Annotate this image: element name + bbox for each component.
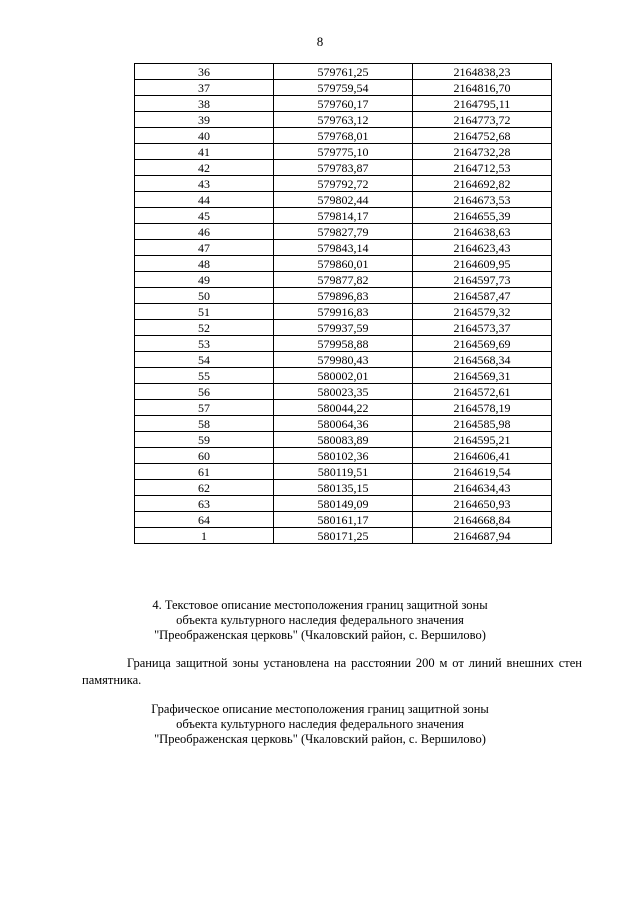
graphic-heading-line-3: "Преображенская церковь" (Чкаловский район, с. Вершилово) — [154, 732, 486, 746]
table-row — [135, 384, 552, 400]
boundary-paragraph-line-2: памятника. — [82, 673, 142, 687]
y-coordinate-cell: 2164609,95 — [413, 256, 552, 272]
point-number-cell: 40 — [135, 128, 274, 144]
x-coordinate-cell: 579761,25 — [274, 64, 413, 80]
y-coordinate-cell: 2164579,32 — [413, 304, 552, 320]
point-number-cell: 37 — [135, 80, 274, 96]
y-coordinate-cell: 2164638,63 — [413, 224, 552, 240]
point-number-cell: 38 — [135, 96, 274, 112]
table-row — [135, 240, 552, 256]
table-row — [135, 224, 552, 240]
x-coordinate-cell: 580064,36 — [274, 416, 413, 432]
table-row — [135, 128, 552, 144]
y-coordinate-cell: 2164595,21 — [413, 432, 552, 448]
y-coordinate-cell: 2164572,61 — [413, 384, 552, 400]
x-coordinate-cell: 580002,01 — [274, 368, 413, 384]
point-number-cell: 61 — [135, 464, 274, 480]
point-number-cell: 48 — [135, 256, 274, 272]
point-number-cell: 63 — [135, 496, 274, 512]
point-number-cell: 36 — [135, 64, 274, 80]
x-coordinate-cell: 579860,01 — [274, 256, 413, 272]
x-coordinate-cell: 579763,12 — [274, 112, 413, 128]
point-number-cell: 39 — [135, 112, 274, 128]
x-coordinate-cell: 579937,59 — [274, 320, 413, 336]
x-coordinate-cell: 579916,83 — [274, 304, 413, 320]
x-coordinate-cell: 580149,09 — [274, 496, 413, 512]
point-number-cell: 59 — [135, 432, 274, 448]
x-coordinate-cell: 579760,17 — [274, 96, 413, 112]
x-coordinate-cell: 579783,87 — [274, 160, 413, 176]
table-row — [135, 112, 552, 128]
boundary-paragraph-line-1: Граница защитной зоны установлена на расстоянии 200 м от линий внешних стен — [127, 656, 582, 670]
section-4-heading — [0, 598, 640, 643]
point-number-cell: 57 — [135, 400, 274, 416]
x-coordinate-cell: 579877,82 — [274, 272, 413, 288]
table-row — [135, 64, 552, 80]
x-coordinate-cell: 579792,72 — [274, 176, 413, 192]
y-coordinate-cell: 2164597,73 — [413, 272, 552, 288]
table-row — [135, 496, 552, 512]
table-row — [135, 304, 552, 320]
point-number-cell: 62 — [135, 480, 274, 496]
coordinates-table — [134, 63, 552, 544]
table-row — [135, 80, 552, 96]
y-coordinate-cell: 2164587,47 — [413, 288, 552, 304]
point-number-cell: 45 — [135, 208, 274, 224]
y-coordinate-cell: 2164578,19 — [413, 400, 552, 416]
y-coordinate-cell: 2164650,93 — [413, 496, 552, 512]
y-coordinate-cell: 2164712,53 — [413, 160, 552, 176]
section-4-heading-line-1: 4. Текстовое описание местоположения границ защитной зоны — [152, 598, 488, 612]
table-row — [135, 400, 552, 416]
y-coordinate-cell: 2164673,53 — [413, 192, 552, 208]
table-row — [135, 416, 552, 432]
y-coordinate-cell: 2164687,94 — [413, 528, 552, 544]
page-number: 8 — [316, 34, 324, 49]
boundary-paragraph — [82, 655, 582, 689]
table-row — [135, 464, 552, 480]
x-coordinate-cell: 580119,51 — [274, 464, 413, 480]
x-coordinate-cell: 579814,17 — [274, 208, 413, 224]
table-row — [135, 336, 552, 352]
table-row — [135, 368, 552, 384]
table-row — [135, 320, 552, 336]
point-number-cell: 49 — [135, 272, 274, 288]
table-row — [135, 352, 552, 368]
point-number-cell: 56 — [135, 384, 274, 400]
x-coordinate-cell: 579802,44 — [274, 192, 413, 208]
x-coordinate-cell: 580171,25 — [274, 528, 413, 544]
point-number-cell: 46 — [135, 224, 274, 240]
x-coordinate-cell: 579980,43 — [274, 352, 413, 368]
y-coordinate-cell: 2164606,41 — [413, 448, 552, 464]
x-coordinate-cell: 579768,01 — [274, 128, 413, 144]
point-number-cell: 50 — [135, 288, 274, 304]
y-coordinate-cell: 2164668,84 — [413, 512, 552, 528]
coordinates-table-body — [135, 64, 552, 544]
point-number-cell: 55 — [135, 368, 274, 384]
point-number-cell: 53 — [135, 336, 274, 352]
table-row — [135, 480, 552, 496]
x-coordinate-cell: 579843,14 — [274, 240, 413, 256]
y-coordinate-cell: 2164569,31 — [413, 368, 552, 384]
y-coordinate-cell: 2164692,82 — [413, 176, 552, 192]
table-row — [135, 144, 552, 160]
table-row — [135, 528, 552, 544]
point-number-cell: 54 — [135, 352, 274, 368]
y-coordinate-cell: 2164569,69 — [413, 336, 552, 352]
point-number-cell: 51 — [135, 304, 274, 320]
y-coordinate-cell: 2164623,43 — [413, 240, 552, 256]
table-row — [135, 448, 552, 464]
x-coordinate-cell: 580135,15 — [274, 480, 413, 496]
graphic-description-heading — [0, 702, 640, 747]
point-number-cell: 58 — [135, 416, 274, 432]
x-coordinate-cell: 580161,17 — [274, 512, 413, 528]
point-number-cell: 1 — [135, 528, 274, 544]
table-row — [135, 160, 552, 176]
point-number-cell: 43 — [135, 176, 274, 192]
table-row — [135, 288, 552, 304]
y-coordinate-cell: 2164585,98 — [413, 416, 552, 432]
x-coordinate-cell: 579827,79 — [274, 224, 413, 240]
y-coordinate-cell: 2164573,37 — [413, 320, 552, 336]
y-coordinate-cell: 2164634,43 — [413, 480, 552, 496]
y-coordinate-cell: 2164795,11 — [413, 96, 552, 112]
point-number-cell: 60 — [135, 448, 274, 464]
table-row — [135, 176, 552, 192]
x-coordinate-cell: 580083,89 — [274, 432, 413, 448]
table-row — [135, 256, 552, 272]
x-coordinate-cell: 580023,35 — [274, 384, 413, 400]
table-row — [135, 96, 552, 112]
x-coordinate-cell: 579896,83 — [274, 288, 413, 304]
table-row — [135, 192, 552, 208]
x-coordinate-cell: 579775,10 — [274, 144, 413, 160]
x-coordinate-cell: 580102,36 — [274, 448, 413, 464]
y-coordinate-cell: 2164816,70 — [413, 80, 552, 96]
point-number-cell: 64 — [135, 512, 274, 528]
graphic-heading-line-1: Графическое описание местоположения границ защитной зоны — [151, 702, 489, 716]
table-row — [135, 272, 552, 288]
y-coordinate-cell: 2164752,68 — [413, 128, 552, 144]
y-coordinate-cell: 2164838,23 — [413, 64, 552, 80]
x-coordinate-cell: 579759,54 — [274, 80, 413, 96]
section-4-heading-line-3: "Преображенская церковь" (Чкаловский район, с. Вершилово) — [154, 628, 486, 642]
point-number-cell: 52 — [135, 320, 274, 336]
y-coordinate-cell: 2164655,39 — [413, 208, 552, 224]
table-row — [135, 512, 552, 528]
point-number-cell: 42 — [135, 160, 274, 176]
y-coordinate-cell: 2164568,34 — [413, 352, 552, 368]
x-coordinate-cell: 579958,88 — [274, 336, 413, 352]
y-coordinate-cell: 2164619,54 — [413, 464, 552, 480]
y-coordinate-cell: 2164773,72 — [413, 112, 552, 128]
point-number-cell: 47 — [135, 240, 274, 256]
point-number-cell: 41 — [135, 144, 274, 160]
table-row — [135, 208, 552, 224]
x-coordinate-cell: 580044,22 — [274, 400, 413, 416]
point-number-cell: 44 — [135, 192, 274, 208]
graphic-heading-line-2: объекта культурного наследия федерального значения — [176, 717, 464, 731]
y-coordinate-cell: 2164732,28 — [413, 144, 552, 160]
table-row — [135, 432, 552, 448]
section-4-heading-line-2: объекта культурного наследия федерального значения — [176, 613, 464, 627]
